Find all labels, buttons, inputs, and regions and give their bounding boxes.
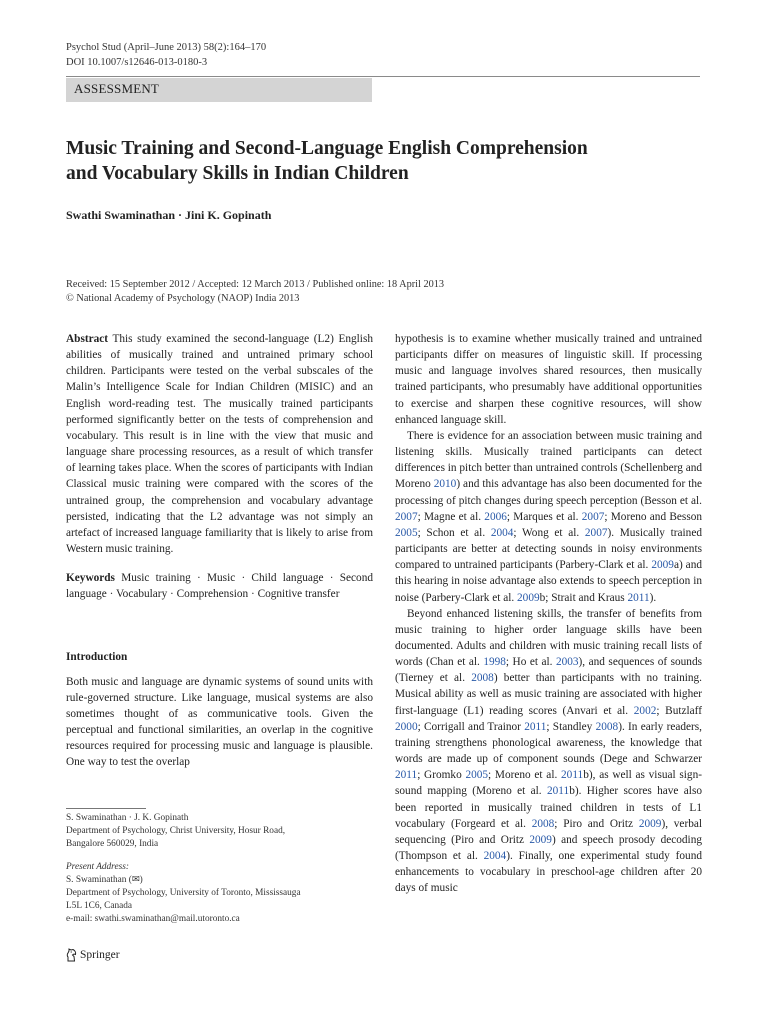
left-column [66, 331, 373, 771]
citation-link[interactable]: 2008 [471, 672, 494, 685]
affiliation-department: Department of Psychology, Christ University, Hosur Road, [66, 826, 286, 836]
citation-link[interactable]: 2007 [395, 510, 418, 523]
text-run: ; Moreno et al. [488, 769, 562, 782]
text-run: Beyond enhanced listening skills, the transfer of benefits from music training to higher order language skills have been documented. Adults and children with music training recall lists of words (Chan et al. [395, 607, 702, 669]
body-paragraph-2 [395, 428, 702, 606]
citation-link[interactable]: 2005 [395, 526, 418, 539]
present-address-postal: L5L 1C6, Canada [66, 901, 133, 911]
citation-link[interactable]: 2011 [547, 785, 570, 798]
text-run: ). In early readers, training strengthens phonological awareness, the knowledge that words are made up of component sounds (Dege and Schwarzer [395, 720, 703, 766]
header-rule [66, 76, 700, 77]
abstract-text: This study examined the second-language (L2) English abilities of musically trained and untrained primary school children. Participants were tested on the verbal subscales of the Malin’s Intelligence Scale for Indian Children (MISIC) and an English word-reading test. The musically trained participants performed significantly better on the tests of comprehension and vocabulary. This result is in line with the view that music and language share processing resources, as a result of which transfer of learning takes place. When the scores of participants with Indian Classical music training were compared with the scores of the untrained group, the comprehension and vocabulary advantage persisted, indicating that the L2 advantage was not simply an artefact of increased language familiarity that is likely to arise from Western music training. [66, 333, 373, 556]
introduction-paragraph: Both music and language are dynamic systems of sound units with rule-governed structure. Like language, musical systems are also sometimes thought of as communicative tools. Given the perceptual and functional similarities, an overlap in the cognitive resources required for processing music and language is plausible. One way to test the overlap [66, 675, 373, 769]
text-run: ; Ho et al. [505, 656, 556, 669]
text-run: b; Strait and Kraus [539, 591, 628, 604]
citation-link[interactable]: 2002 [633, 704, 657, 717]
text-run: ). Musically trained participants are better at detecting sounds in noisy environments compared to untrained participants (Parbery-Clark et al. [395, 526, 702, 572]
text-run: ), verbal sequencing (Piro and Oritz [395, 817, 703, 846]
text-run: a) and this hearing in noise advantage also extends to speech perception in noise (Parbery-Clark et al. [395, 559, 702, 604]
publisher-logo [66, 948, 120, 962]
springer-knight-icon [66, 948, 77, 962]
author-list: Swathi Swaminathan · Jini K. Gopinath [66, 208, 272, 222]
citation-link[interactable]: 2004 [490, 526, 514, 539]
contact-email[interactable]: e-mail: swathi.swaminathan@mail.utoronto.ca [66, 914, 240, 924]
citation-link[interactable]: 2010 [433, 478, 457, 491]
doi[interactable]: DOI 10.1007/s12646-013-0180-3 [66, 57, 208, 68]
history-dates: Received: 15 September 2012 / Accepted: 12 March 2013 / Published online: 18 April 2013 [66, 279, 445, 290]
text-run: ; Marques et al. [506, 510, 582, 523]
text-run: ; Schon et al. [417, 526, 491, 539]
citation-link[interactable]: 1998 [483, 656, 506, 669]
section-tag: ASSESSMENT [66, 78, 372, 102]
copyright-line: © National Academy of Psychology (NAOP) India 2013 [66, 293, 300, 304]
body-paragraph-3 [395, 606, 702, 897]
citation-link[interactable]: 2008 [531, 817, 555, 830]
publisher-name: Springer [80, 949, 120, 961]
text-run: b), as well as visual sign-sound mapping (Moreno et al. [395, 769, 702, 798]
citation-link[interactable]: 2009 [638, 817, 662, 830]
text-run: ; Gromko [417, 769, 466, 782]
footnote-rule [66, 808, 146, 809]
citation-link[interactable]: 2011 [395, 769, 418, 782]
text-run: ). [649, 591, 657, 604]
text-run: ). Finally, one experimental study found enhancements to vocabulary in preschool-age children after 20 days of music [395, 850, 702, 895]
citation-link[interactable]: 2008 [595, 720, 619, 733]
citation-link[interactable]: 2011 [561, 769, 584, 782]
text-run: ), and sequences of sounds (Tierney et al. [395, 656, 702, 685]
present-address-department: Department of Psychology, University of Toronto, Mississauga [66, 888, 301, 898]
keywords-text: Music training · Music · Child language · Second language · Vocabulary · Comprehension · Cognitive transfer [66, 572, 373, 601]
journal-citation: Psychol Stud (April–June 2013) 58(2):164–170 [66, 42, 267, 53]
author-affiliations [66, 812, 366, 926]
citation-link[interactable]: 2005 [465, 769, 489, 782]
citation-link[interactable]: 2009 [651, 559, 674, 572]
affiliation-city: Bangalore 560029, India [66, 839, 159, 849]
text-run: ; Wong et al. [513, 526, 585, 539]
text-run: ) and speech prosody decoding (Thompson et al. [395, 833, 702, 862]
introduction-heading: Introduction [66, 650, 128, 663]
publication-dates [66, 278, 444, 306]
present-address-name: S. Swaminathan (✉) [66, 875, 143, 885]
text-run: ; Magne et al. [417, 510, 485, 523]
article-title [66, 136, 706, 186]
text-run: b). Higher scores have also been reported in musically trained children in tests of L1 vocabulary (Forgeard et al. [395, 785, 702, 830]
keywords-label: Keywords [66, 572, 115, 585]
abstract [66, 331, 373, 557]
text-run: ; Standley [546, 720, 596, 733]
title-line-1: Music Training and Second-Language English Comprehension [66, 138, 588, 159]
text-run: ) and this advantage has also been documented for the processing of pitch changes during speech perception (Besson et al. [395, 478, 702, 507]
citation-link[interactable]: 2011 [627, 591, 650, 604]
text-run: There is evidence for an association between music training and listening skills. Musically trained participants can detect differences in pitch better than untrained controls (Schellenberg and Moreno [395, 429, 703, 491]
journal-header [66, 40, 266, 70]
present-address-label: Present Address: [66, 862, 129, 872]
citation-link[interactable]: 2006 [484, 510, 507, 523]
keywords [66, 570, 373, 602]
body-paragraph-1: hypothesis is to examine whether musically trained and untrained participants differ on measures of linguistic skill. If processing music and language involves shared resources, then musically trained participants, who presumably have additional opportunities to exercise and sharpen these cognitive resources, will show enhanced language skill. [395, 333, 702, 426]
text-run: ; Moreno and Besson [604, 510, 703, 523]
affiliation-authors: S. Swaminathan · J. K. Gopinath [66, 813, 189, 823]
citation-link[interactable]: 2004 [483, 850, 507, 862]
text-run: ; Butzlaff [656, 704, 702, 717]
text-run: ; Corrigall and Trainor [417, 720, 525, 733]
text-run: ) better than participants with no training. Musical ability as well as music training are associated with higher first-language (L1) reading scores (Anvari et al. [395, 672, 703, 717]
abstract-label: Abstract [66, 333, 109, 345]
text-run: ; Piro and Oritz [554, 817, 639, 830]
citation-link[interactable]: 2007 [584, 526, 608, 539]
citation-link[interactable]: 2003 [555, 656, 579, 669]
right-column [395, 331, 702, 896]
citation-link[interactable]: 2009 [529, 833, 552, 846]
citation-link[interactable]: 2011 [524, 720, 547, 733]
title-line-2: and Vocabulary Skills in Indian Children [66, 163, 409, 184]
citation-link[interactable]: 2009 [517, 591, 540, 604]
citation-link[interactable]: 2007 [581, 510, 605, 523]
citation-link[interactable]: 2000 [395, 720, 418, 733]
